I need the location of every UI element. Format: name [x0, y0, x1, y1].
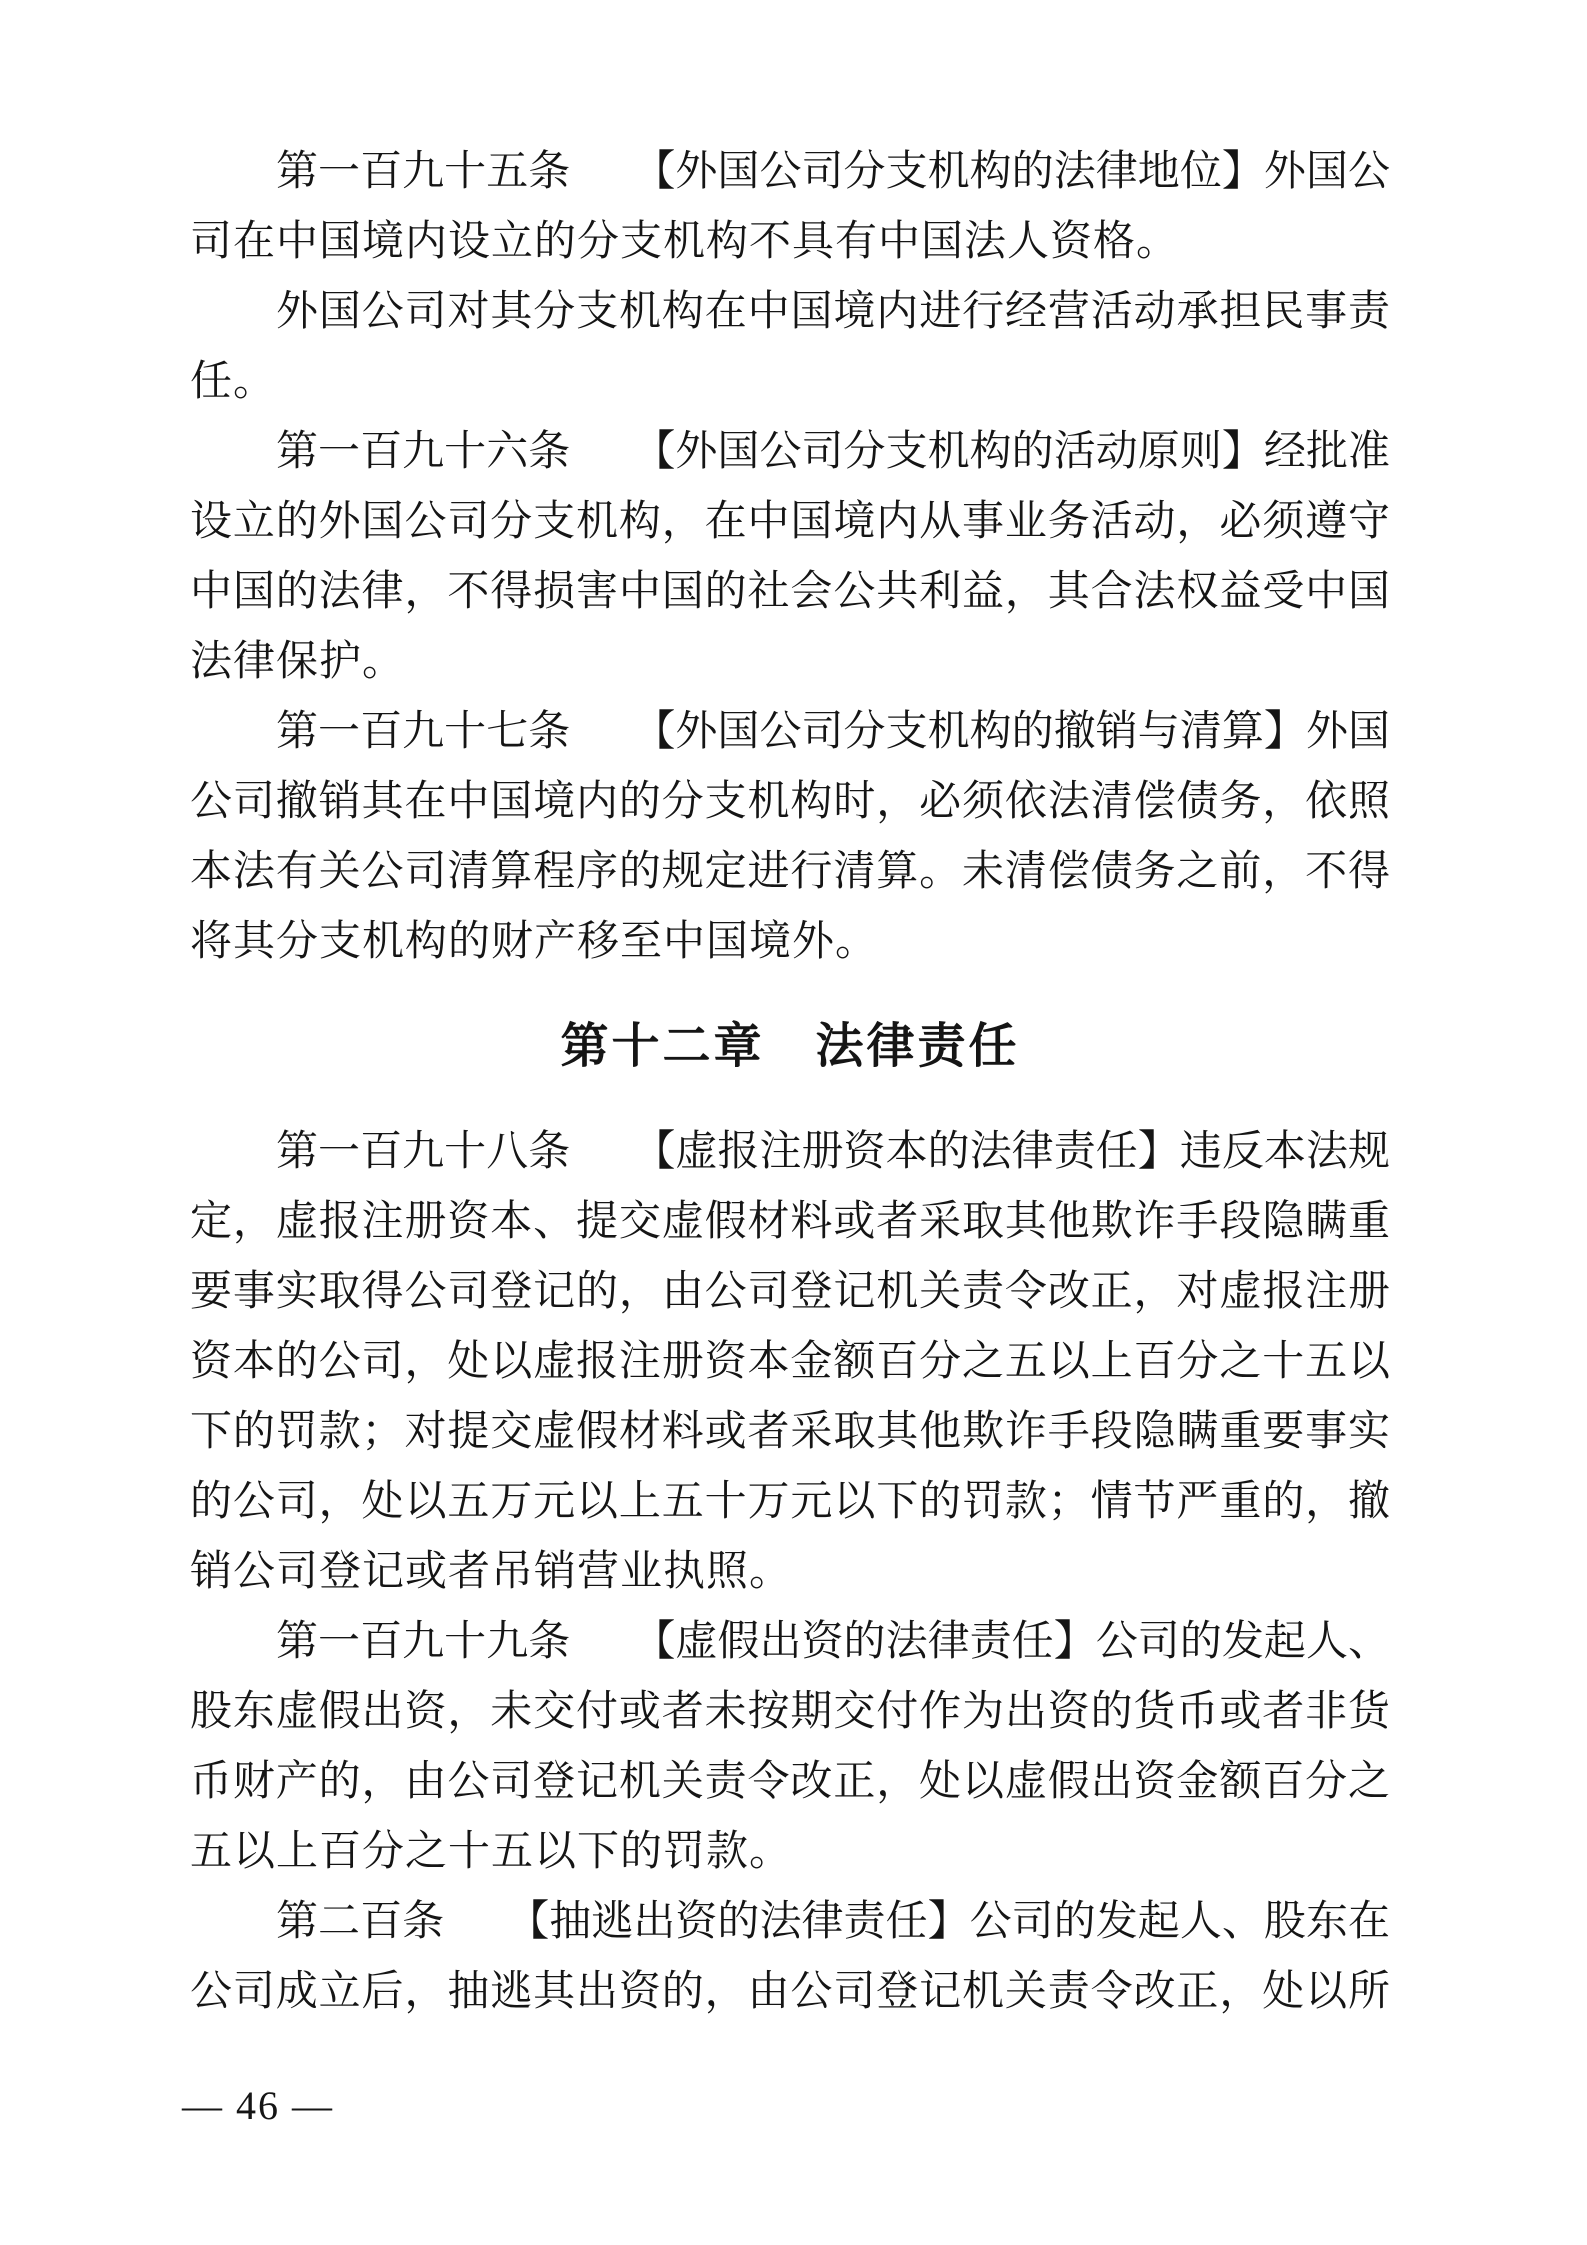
- page-number: — 46 —: [182, 2083, 334, 2128]
- text-line: 第一百九十五条 【外国公司分支机构的法律地位】外国公: [276, 149, 1390, 195]
- text-line: 定，虚报注册资本、提交虚假材料或者采取其他欺诈手段隐瞒重: [190, 1199, 1390, 1245]
- text-line: 法律保护。: [190, 639, 406, 685]
- text-line: 销公司登记或者吊销营业执照。: [190, 1549, 793, 1595]
- text-line: 下的罚款；对提交虚假材料或者采取其他欺诈手段隐瞒重要事实: [190, 1409, 1390, 1455]
- text-line: 资本的公司，处以虚报注册资本金额百分之五以上百分之十五以: [190, 1339, 1390, 1385]
- text-line: 公司撤销其在中国境内的分支机构时，必须依法清偿债务，依照: [190, 779, 1390, 825]
- text-line: 中国的法律，不得损害中国的社会公共利益，其合法权益受中国: [190, 569, 1390, 615]
- chapter-heading: 第十二章 法律责任: [560, 1020, 1020, 1073]
- text-line: 第一百九十七条 【外国公司分支机构的撤销与清算】外国: [276, 709, 1390, 755]
- text-line: 币财产的，由公司登记机关责令改正，处以虚假出资金额百分之: [190, 1759, 1390, 1805]
- text-line: 的公司，处以五万元以上五十万元以下的罚款；情节严重的，撤: [190, 1479, 1390, 1525]
- text-line: 司在中国境内设立的分支机构不具有中国法人资格。: [190, 219, 1180, 265]
- text-line: 第一百九十九条 【虚假出资的法律责任】公司的发起人、: [276, 1619, 1390, 1665]
- text-line: 五以上百分之十五以下的罚款。: [190, 1829, 793, 1875]
- document-body: [190, 137, 1390, 2027]
- text-line: 要事实取得公司登记的，由公司登记机关责令改正，对虚报注册: [190, 1269, 1390, 1315]
- text-line: 设立的外国公司分支机构，在中国境内从事业务活动，必须遵守: [190, 499, 1390, 545]
- text-line: 本法有关公司清算程序的规定进行清算。未清偿债务之前，不得: [190, 849, 1390, 895]
- text-line: 外国公司对其分支机构在中国境内进行经营活动承担民事责: [276, 289, 1390, 335]
- text-line: 第一百九十六条 【外国公司分支机构的活动原则】经批准: [276, 429, 1390, 475]
- text-line: 将其分支机构的财产移至中国境外。: [190, 919, 879, 965]
- text-line: 第一百九十八条 【虚报注册资本的法律责任】违反本法规: [276, 1129, 1390, 1175]
- text-line: 股东虚假出资，未交付或者未按期交付作为出资的货币或者非货: [190, 1689, 1390, 1735]
- text-line: 任。: [190, 359, 277, 405]
- text-line: 公司成立后，抽逃其出资的，由公司登记机关责令改正，处以所: [190, 1969, 1390, 2015]
- text-line: 第二百条 【抽逃出资的法律责任】公司的发起人、股东在: [276, 1899, 1390, 1945]
